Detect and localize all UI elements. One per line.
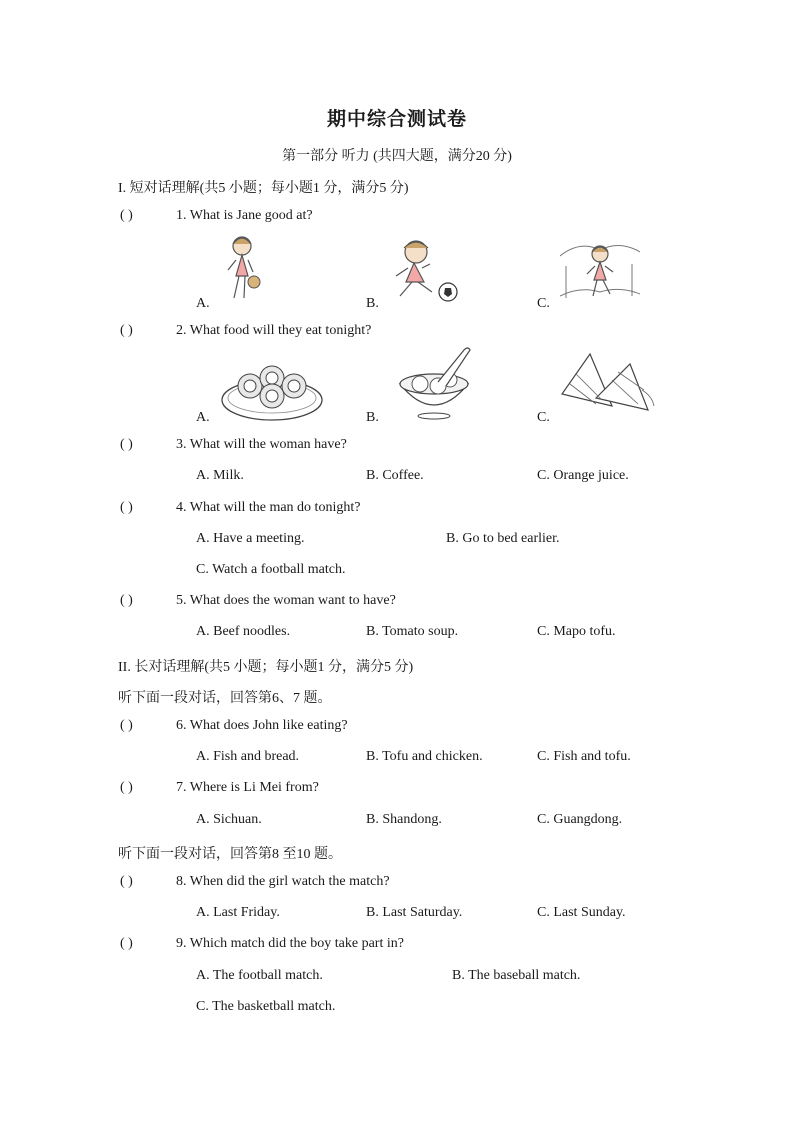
- tangyuan-bowl-icon: [394, 346, 474, 422]
- question-text: 9. Which match did the boy take part in?: [176, 936, 404, 951]
- option-b[interactable]: B. Coffee.: [366, 468, 424, 483]
- mooncakes-icon: [220, 360, 324, 422]
- option-a[interactable]: A. Last Friday.: [196, 905, 280, 920]
- dialogue-instruction: 听下面一段对话，回答第8 至10 题。: [118, 847, 342, 862]
- answer-blank[interactable]: ( ): [120, 936, 133, 951]
- option-a[interactable]: A. Beef noodles.: [196, 624, 291, 639]
- option-a[interactable]: A. The football match.: [196, 968, 323, 983]
- girl-with-basketball-icon: [222, 232, 262, 306]
- section-heading-1: I. 短对话理解(共5 小题；每小题1 分，满分5 分): [118, 181, 409, 196]
- option-c[interactable]: C. Last Sunday.: [537, 905, 626, 920]
- girl-running-icon: [560, 236, 640, 304]
- dialogue-instruction: 听下面一段对话，回答第6、7 题。: [118, 691, 332, 706]
- option-label-a[interactable]: A.: [196, 410, 210, 425]
- option-b[interactable]: B. Shandong.: [366, 812, 442, 827]
- part-subtitle: 第一部分 听力 (共四大题，满分20 分): [282, 149, 512, 164]
- question-text: 7. Where is Li Mei from?: [176, 780, 319, 795]
- option-b[interactable]: B. Tomato soup.: [366, 624, 459, 639]
- option-b[interactable]: B. Tofu and chicken.: [366, 749, 483, 764]
- option-c[interactable]: C. Guangdong.: [537, 812, 623, 827]
- option-c[interactable]: C. The basketball match.: [196, 999, 336, 1014]
- question-text: 3. What will the woman have?: [176, 437, 347, 452]
- question-text: 5. What does the woman want to have?: [176, 593, 396, 608]
- answer-blank[interactable]: ( ): [120, 780, 133, 795]
- answer-blank[interactable]: ( ): [120, 323, 133, 338]
- question-text: 4. What will the man do tonight?: [176, 500, 361, 515]
- option-label-c[interactable]: C.: [537, 296, 550, 311]
- answer-blank[interactable]: ( ): [120, 718, 133, 733]
- option-a[interactable]: A. Have a meeting.: [196, 531, 305, 546]
- option-label-c[interactable]: C.: [537, 410, 550, 425]
- answer-blank[interactable]: ( ): [120, 208, 133, 223]
- answer-blank[interactable]: ( ): [120, 500, 133, 515]
- option-c[interactable]: C. Watch a football match.: [196, 562, 346, 577]
- answer-blank[interactable]: ( ): [120, 437, 133, 452]
- question-text: 1. What is Jane good at?: [176, 208, 313, 223]
- question-text: 2. What food will they eat tonight?: [176, 323, 372, 338]
- option-c[interactable]: C. Mapo tofu.: [537, 624, 616, 639]
- option-label-b[interactable]: B.: [366, 296, 379, 311]
- option-a[interactable]: A. Sichuan.: [196, 812, 262, 827]
- option-label-b[interactable]: B.: [366, 410, 379, 425]
- question-text: 8. When did the girl watch the match?: [176, 874, 390, 889]
- option-c[interactable]: C. Fish and tofu.: [537, 749, 631, 764]
- option-b[interactable]: B. The baseball match.: [452, 968, 581, 983]
- answer-blank[interactable]: ( ): [120, 593, 133, 608]
- option-c[interactable]: C. Orange juice.: [537, 468, 629, 483]
- option-label-a[interactable]: A.: [196, 296, 210, 311]
- option-a[interactable]: A. Fish and bread.: [196, 749, 300, 764]
- question-text: 6. What does John like eating?: [176, 718, 348, 733]
- option-b[interactable]: B. Last Saturday.: [366, 905, 463, 920]
- girl-kicking-soccer-ball-icon: [388, 236, 460, 304]
- option-a[interactable]: A. Milk.: [196, 468, 244, 483]
- page-title: 期中综合测试卷: [326, 108, 467, 130]
- zongzi-icon: [556, 350, 656, 422]
- answer-blank[interactable]: ( ): [120, 874, 133, 889]
- option-b[interactable]: B. Go to bed earlier.: [446, 531, 560, 546]
- section-heading-2: II. 长对话理解(共5 小题；每小题1 分，满分5 分): [118, 660, 414, 675]
